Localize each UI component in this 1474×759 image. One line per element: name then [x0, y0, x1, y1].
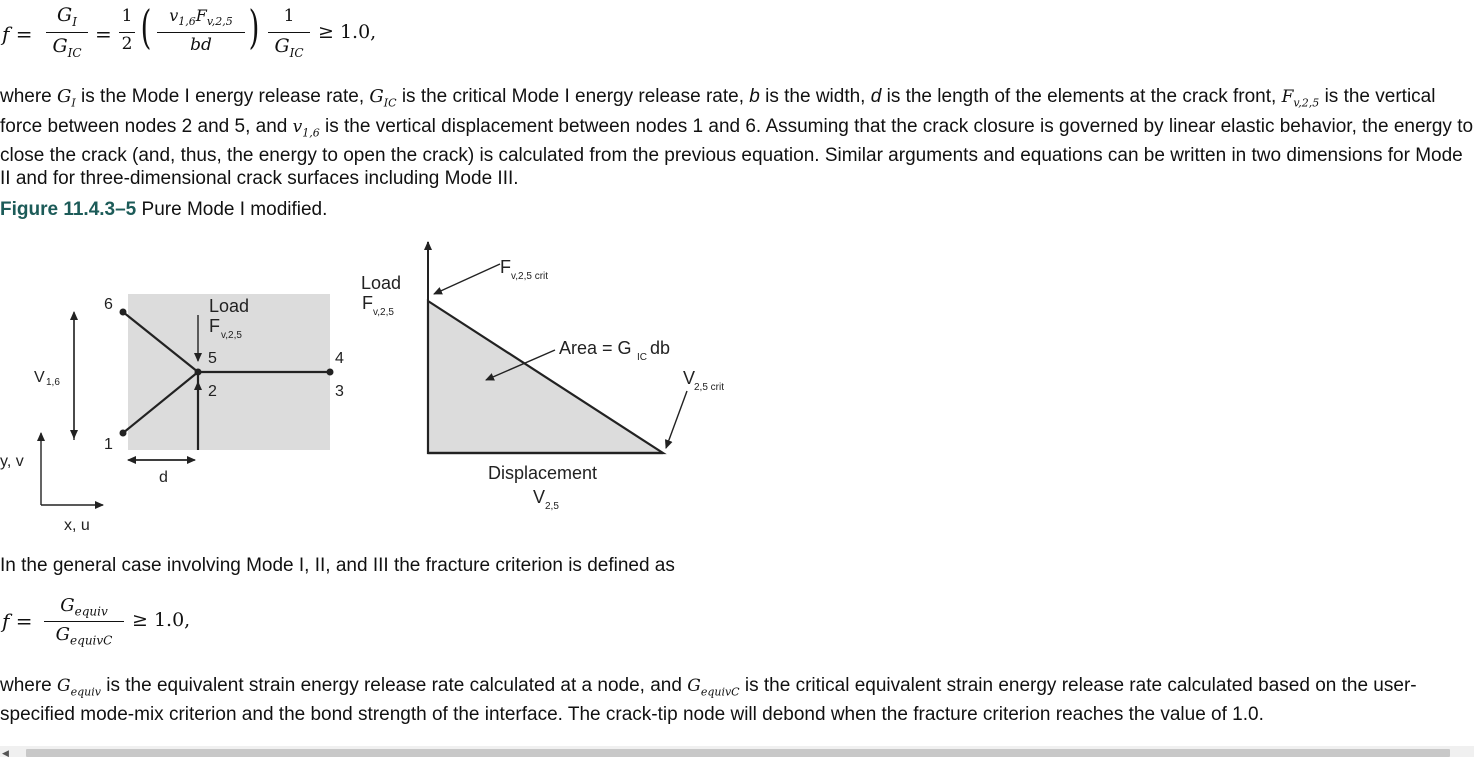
figure-caption-text: Pure Mode I modified.	[136, 199, 328, 220]
eq1-inner-num: $v_{1,6}F_{v,2,5}$	[169, 6, 233, 29]
eq1-left-paren: (	[140, 0, 152, 54]
label-area-sub: IC	[637, 352, 647, 363]
eq2-den: $G_{equivC}$	[55, 624, 113, 648]
eq1-inner-den: bd	[190, 35, 212, 55]
paragraph-3: where $G_{equiv}$ is the equivalent strain energy release rate calculated at a node, and $G_{equivC}$ is the critical equivalent strain energy release rate calculated based on the user-specified mode-mix criterion and the bond strength of the interface. The crack-tip node will debond when the fracture criterion reaches the value of 1.0.	[0, 675, 1417, 726]
sym-gic: $G_{IC}$	[369, 86, 397, 110]
label-node-3: 3	[335, 383, 344, 400]
label-vcrit: V	[683, 368, 696, 388]
eq1-frac1-num: $G_I$	[57, 4, 77, 29]
eq2-rhs: ≥ 1.0,	[132, 609, 191, 631]
node-2-5	[195, 369, 202, 376]
label-xu: x, u	[64, 517, 90, 534]
paragraph-2: In the general case involving Mode I, II, and III the fracture criterion is defined as	[0, 555, 675, 576]
label-displacement: Displacement	[488, 463, 598, 483]
eq2-num: $G_{equiv}$	[60, 595, 108, 619]
label-yv: y, v	[0, 453, 24, 470]
eq1-frac1-den: $G_{IC}$	[52, 35, 82, 60]
eq1-half-den: 2	[121, 34, 133, 54]
sym-v16: $v_{1,6}$	[292, 116, 320, 139]
label-fcrit: F	[500, 257, 511, 277]
label-fcrit-sub: v,2,5 crit	[511, 271, 549, 282]
label-disp-sub: 2,5	[545, 501, 559, 512]
label-area: Area = G	[559, 338, 632, 358]
eq1-frac3-num: 1	[283, 6, 295, 26]
energy-area	[428, 301, 663, 453]
eq1-lhs: f =	[2, 22, 33, 46]
sym-fv25: $F_{v,2,5}$	[1281, 87, 1320, 110]
label-v16-sub: 1,6	[46, 377, 60, 388]
label-d: d	[159, 469, 168, 486]
node-6	[120, 309, 127, 316]
eq1-equals: =	[95, 22, 112, 46]
sym-gequiv: $G_{equiv}$	[57, 676, 101, 699]
paragraph-1: where $G_I$ is the Mode I energy release rate, $G_{IC}$ is the critical Mode I energy release rate, b is the width, d is the length of the elements at the crack front, $F_{v,2,5}$ is the vertical force between nodes 2 and 5, and $v_{1,6}$ is the vertical displacement between nodes 1 and 6. Assuming that the crack closure is governed by linear elastic behavior, the energy to close the crack (and, thus, the energy to open the crack) is calculated from the previous equation. Similar arguments and equations can be written in two dimensions for Mode II and for three-dimensional crack surfaces including Mode III.	[0, 86, 1474, 189]
label-load-right-f: F	[362, 293, 373, 313]
figure-number: Figure 11.4.3–5	[0, 199, 137, 220]
sym-gi: $G_I$	[57, 86, 76, 110]
label-load-right-sub: v,2,5	[373, 307, 394, 318]
scroll-left-arrow-icon[interactable]: ◀	[2, 748, 9, 758]
scrollbar-thumb[interactable]	[26, 749, 1450, 757]
eq1-rhs: ≥ 1.0,	[318, 21, 377, 43]
label-load-right: Load	[361, 273, 402, 293]
label-node-5: 5	[208, 350, 217, 367]
eq1-half-num: 1	[121, 6, 133, 26]
label-load-f: F	[209, 316, 220, 336]
label-disp-v: V	[533, 487, 546, 507]
label-area-db: db	[650, 338, 671, 358]
label-node-4: 4	[335, 350, 344, 367]
node-1	[120, 430, 127, 437]
label-node-1: 1	[104, 436, 113, 453]
label-node-2: 2	[208, 383, 217, 400]
label-vcrit-sub: 2,5 crit	[694, 382, 725, 393]
label-load-sub: v,2,5	[221, 330, 242, 341]
node-3-4	[327, 369, 334, 376]
figure-pure-mode-i	[0, 230, 760, 540]
eq1-frac3-den: $G_{IC}$	[274, 35, 304, 60]
figure-caption	[0, 199, 327, 221]
eq2-lhs: f =	[2, 609, 33, 633]
sym-gequivc: $G_{equivC}$	[687, 676, 740, 699]
label-node-6: 6	[104, 296, 113, 313]
label-v16: V	[34, 369, 45, 386]
label-load: Load	[209, 296, 250, 316]
eq1-right-paren: )	[248, 0, 260, 54]
